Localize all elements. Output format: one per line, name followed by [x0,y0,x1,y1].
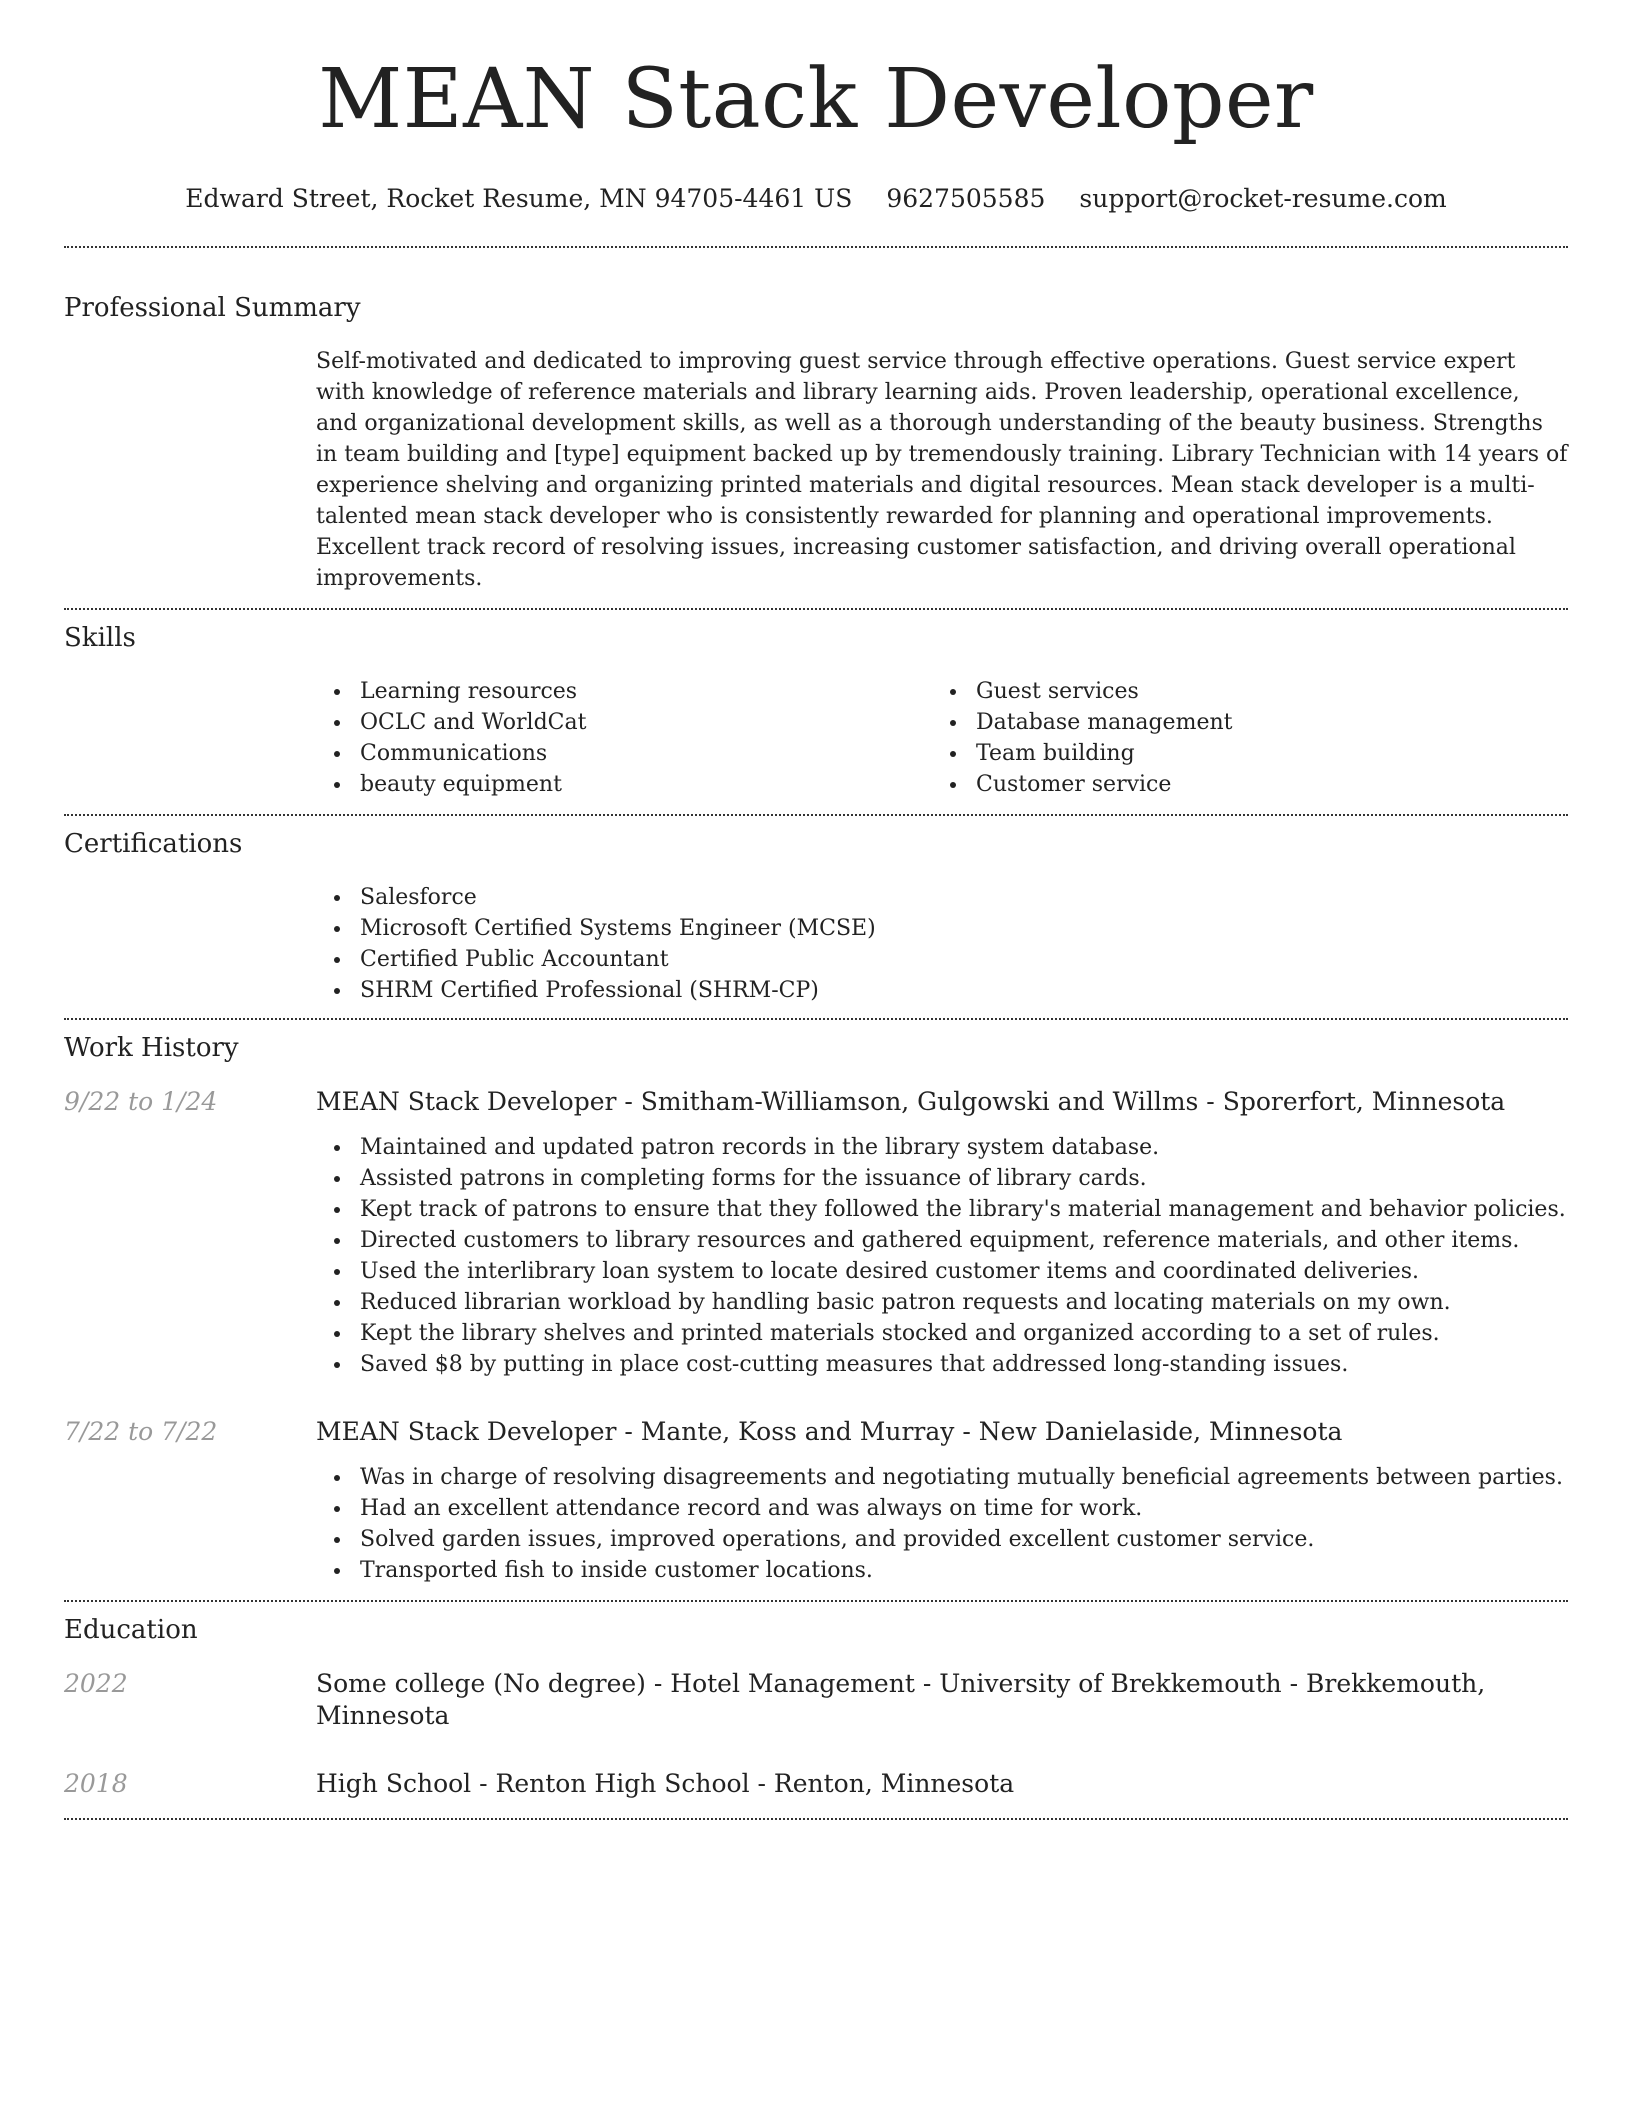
education-school: - University of Brekkemouth - Brekkemouth, Minnesota [316,1669,1486,1730]
skills-list-left [316,676,932,800]
job-employer-location: - Smitham-Williamson, Gulgowski and Willms - Sporerfort, Minnesota [616,1087,1506,1116]
job-duty: Transported fish to inside customer locations. [316,1555,1568,1586]
contact-address: Edward Street, Rocket Resume, MN 94705-4461 US [185,184,853,213]
job-role: MEAN Stack Developer [316,1087,617,1116]
skill-item: OCLC and WorldCat [316,707,932,738]
certifications-title: Certifications [64,829,243,859]
job-duty: Assisted patrons in completing forms for the issuance of library cards. [316,1163,1568,1194]
skill-item: Guest services [932,676,1548,707]
skills-section [64,622,1568,800]
job-duty: Used the interlibrary loan system to locate desired customer items and coordinated deliveries. [316,1256,1568,1287]
skill-item: beauty equipment [316,769,932,800]
certification-item: Microsoft Certified Systems Engineer (MCSE) [316,913,932,944]
certifications-section [64,828,1568,1006]
work-history-section [64,1032,1568,1586]
education-year: 2022 [64,1669,128,1698]
job-title-heading: MEAN Stack Developer [318,52,1314,147]
job-heading [316,1416,1568,1448]
header-divider [64,246,1568,248]
education-year: 2018 [64,1769,128,1798]
job-heading [316,1086,1568,1118]
job-entry [64,1086,1568,1380]
skill-item: Communications [316,738,932,769]
contact-phone: 9627505585 [886,184,1046,213]
education-section [64,1614,1568,1800]
education-degree: High School [316,1769,472,1798]
job-duty: Was in charge of resolving disagreements and negotiating mutually beneficial agreements between parties. [316,1462,1568,1493]
job-dates: 9/22 to 1/24 [64,1087,218,1116]
job-body [316,1416,1568,1586]
summary-title: Professional Summary [64,293,361,323]
certification-item: Salesforce [316,882,932,913]
section-divider [64,608,1568,610]
education-heading [316,1768,1014,1800]
job-duty: Solved garden issues, improved operations, and provided excellent customer service. [316,1524,1568,1555]
education-entry [64,1668,1568,1732]
job-duty: Had an excellent attendance record and was always on time for work. [316,1493,1568,1524]
resume-header [64,0,1568,214]
skills-title: Skills [64,623,136,653]
skills-grid [316,676,1568,800]
job-duty: Kept the library shelves and printed materials stocked and organized according to a set of rules. [316,1318,1568,1349]
job-role: MEAN Stack Developer [316,1417,617,1446]
section-divider [64,1818,1568,1820]
section-divider [64,1600,1568,1602]
job-body [316,1086,1568,1380]
job-duty: Maintained and updated patron records in the library system database. [316,1132,1568,1163]
education-entry [64,1768,1568,1800]
job-duties-list [316,1462,1568,1586]
job-duty: Reduced librarian workload by handling basic patron requests and locating materials on my own. [316,1287,1568,1318]
skill-item: Customer service [932,769,1548,800]
job-entry [64,1416,1568,1586]
contact-email: support@rocket-resume.com [1079,184,1447,213]
skill-item: Team building [932,738,1548,769]
education-title: Education [64,1615,198,1645]
job-employer-location: - Mante, Koss and Murray - New Danielaside, Minnesota [616,1417,1343,1446]
section-divider [64,1018,1568,1020]
certifications-list [316,882,932,1006]
skill-item: Learning resources [316,676,932,707]
job-duty: Directed customers to library resources and gathered equipment, reference materials, and other items. [316,1225,1568,1256]
job-duties-list [316,1132,1568,1380]
summary-section [64,292,1568,594]
certification-item: SHRM Certified Professional (SHRM-CP) [316,975,932,1006]
job-dates: 7/22 to 7/22 [64,1417,218,1446]
job-duty: Saved $8 by putting in place cost-cutting measures that addressed long-standing issues. [316,1349,1568,1380]
certifications-list-wrap [316,882,1568,1006]
section-divider [64,814,1568,816]
education-degree: Some college (No degree) - Hotel Management [316,1669,915,1698]
summary-text: Self-motivated and dedicated to improving guest service through effective operations. Guest service expert with knowledge of reference materials and library learning aids. Proven leadership, operational excellence, and organizational development skills, as well as a thorough understanding of the beauty business. Strengths in team building and [type] equipment backed up by tremendously training. Library Technician with 14 years of experience shelving and organizing printed materials and digital resources. Mean stack developer is a multi-talented mean stack developer who is consistently rewarded for planning and operational improvements. Excellent track record of resolving issues, increasing customer satisfaction, and driving overall operational improvements. [316,349,1568,591]
work-history-title: Work History [64,1033,239,1063]
education-heading [316,1668,1568,1732]
education-school: - Renton High School - Renton, Minnesota [471,1769,1015,1798]
skills-list-right [932,676,1548,800]
contact-line [64,184,1568,214]
certification-item: Certified Public Accountant [316,944,932,975]
skill-item: Database management [932,707,1548,738]
job-duty: Kept track of patrons to ensure that they followed the library's material management and behavior policies. [316,1194,1568,1225]
